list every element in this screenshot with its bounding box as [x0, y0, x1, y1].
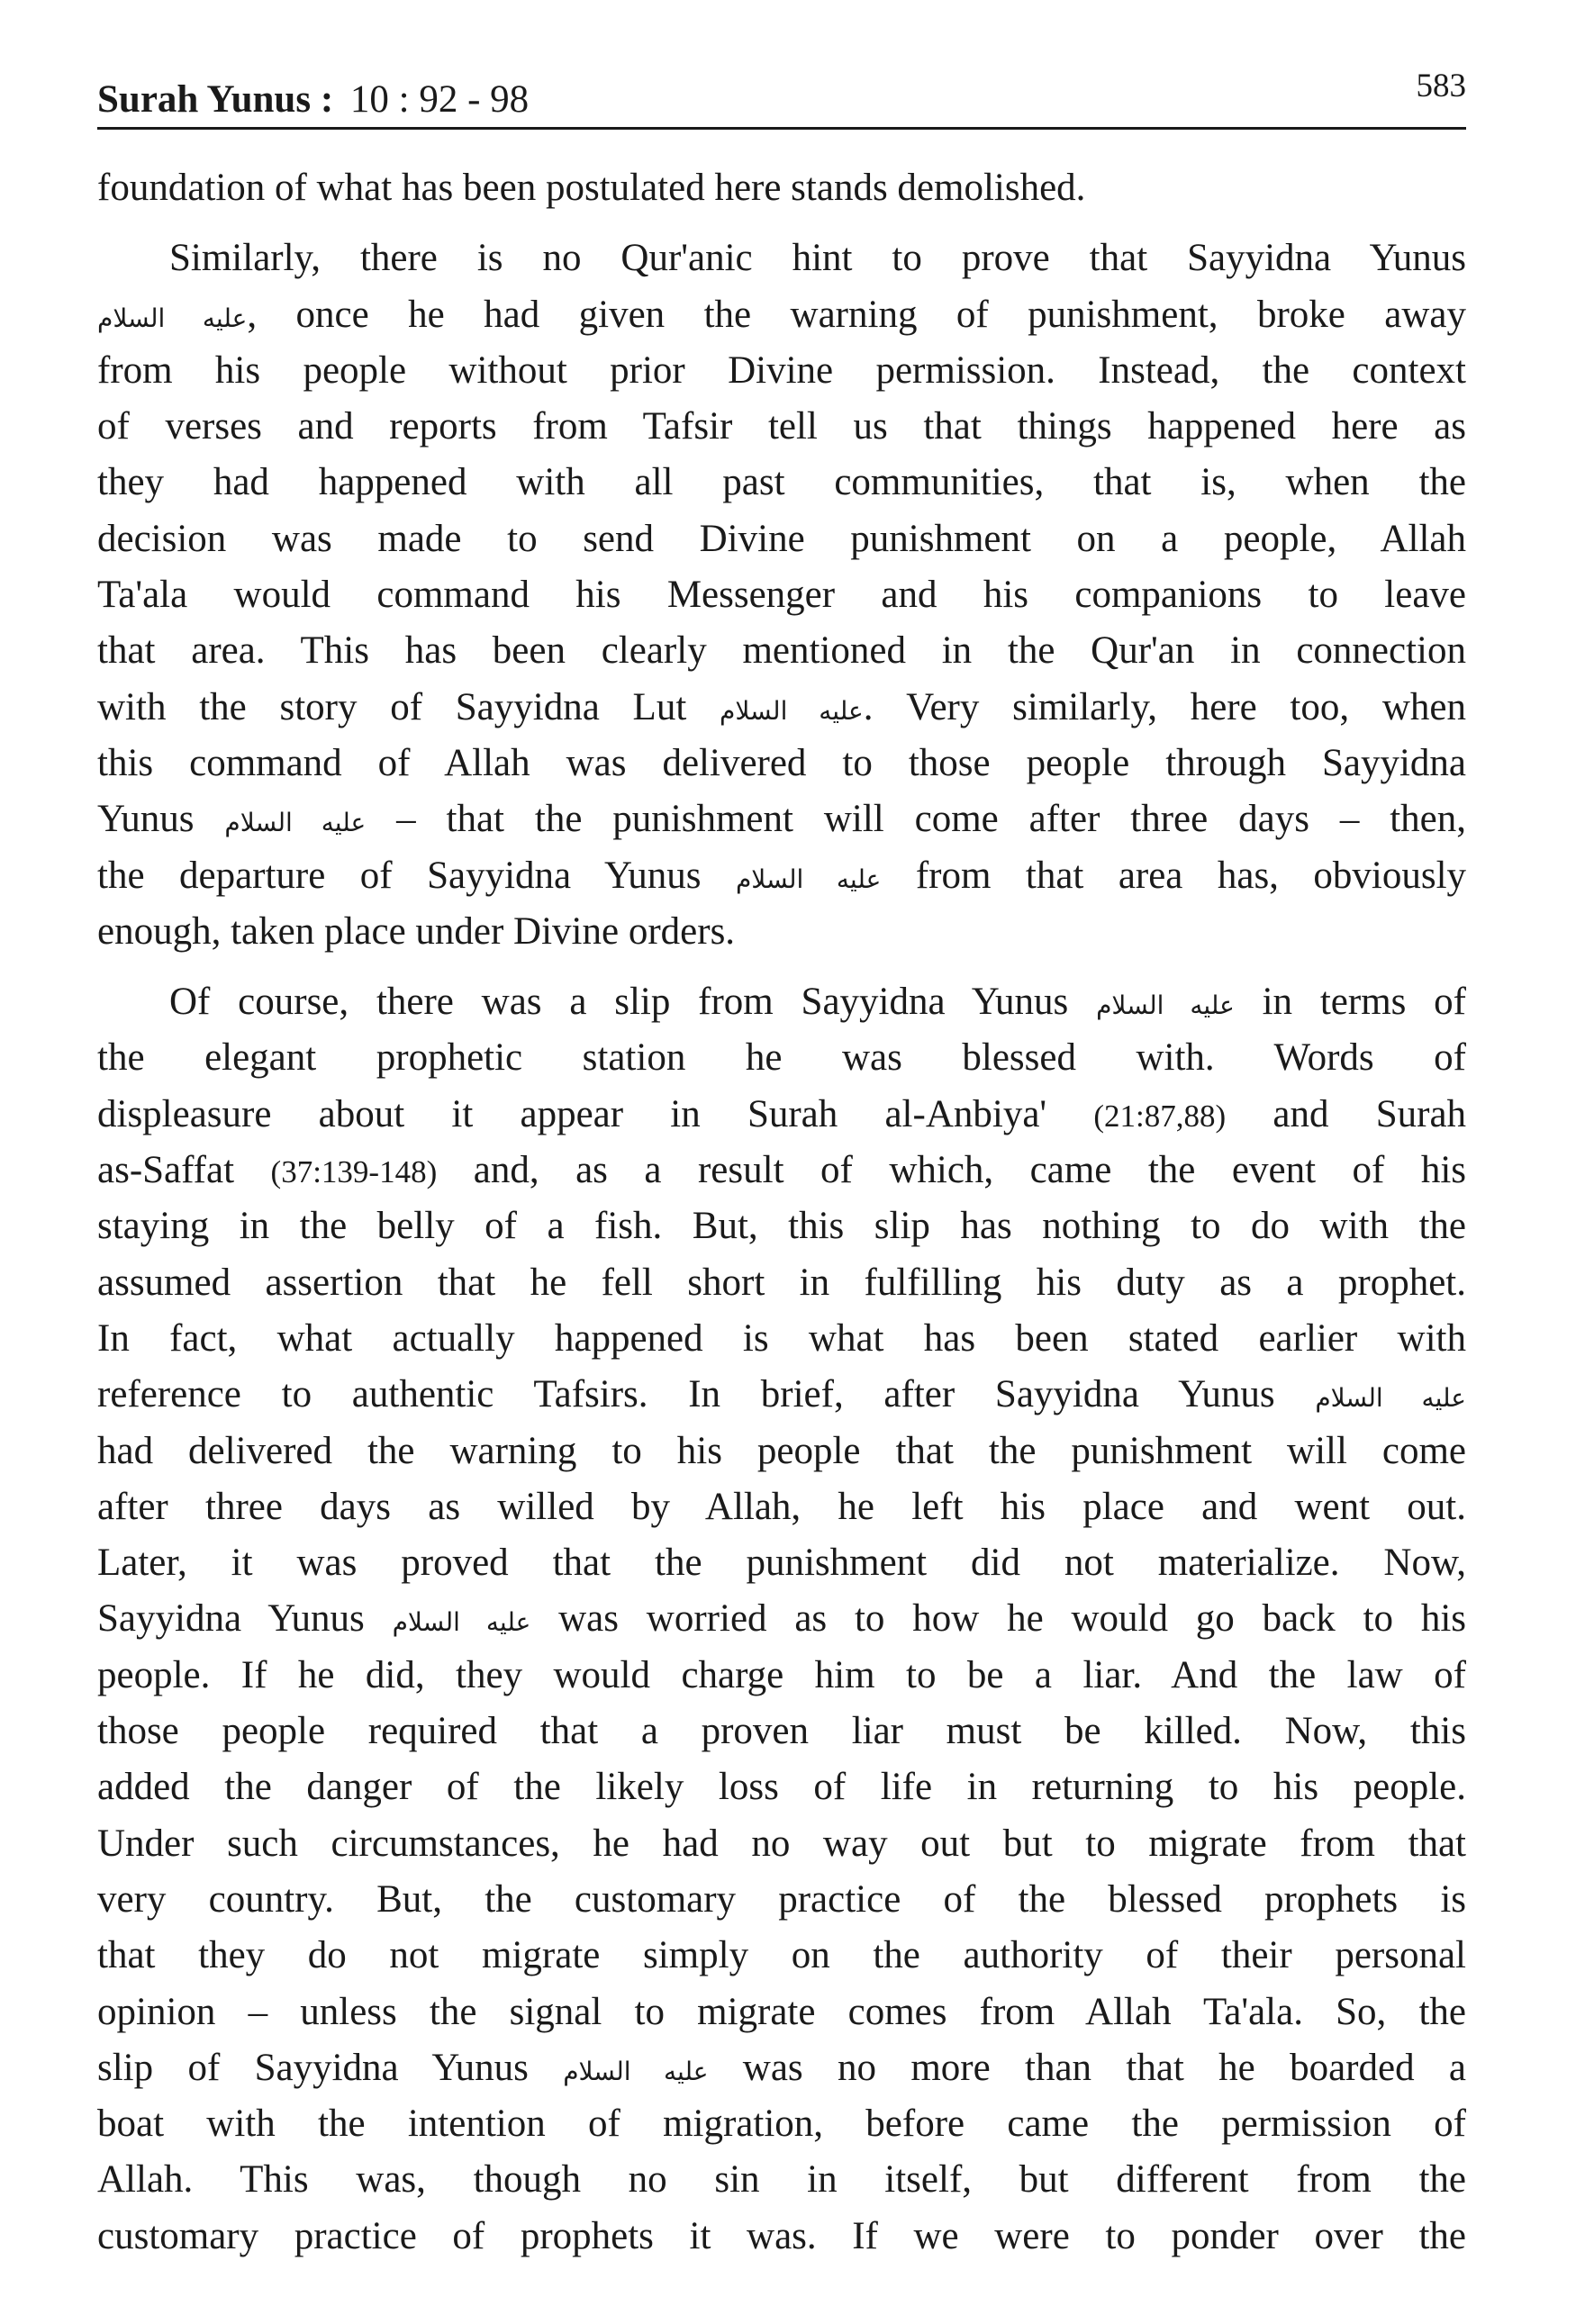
text-line: Ta'ala would command his Messenger and his companions to leave [97, 574, 1466, 617]
arabic-honorific: عليه السلام [97, 303, 248, 333]
surah-name: Surah Yunus : [97, 78, 334, 121]
verse-reference: 10 : 92 - 98 [349, 78, 530, 121]
text-segment: . Very similarly, here too, when [863, 685, 1467, 728]
text-segment: , once he had given the warning of punishment, broke away [247, 293, 1466, 336]
text-line: after three days as willed by Allah, he left his place and went out. [97, 1485, 1466, 1528]
text-line [97, 974, 1466, 1030]
text-line: people. If he did, they would charge him to be a liar. And the law of [97, 1653, 1466, 1696]
text-line: they had happened with all past communities, that is, when the [97, 461, 1466, 504]
text-line: Later, it was proved that the punishment did not materialize. Now, [97, 1542, 1466, 1585]
text-segment: in terms of [1262, 981, 1466, 1024]
text-line: customary practice of prophets it was. If we were to ponder over the [97, 2214, 1466, 2257]
text-line: decision was made to send Divine punishment on a people, Allah [97, 517, 1466, 560]
text-line [97, 1367, 1466, 1423]
text-line [97, 287, 1466, 343]
arabic-honorific: عليه السلام [1096, 990, 1235, 1021]
text-segment: Of course, there was a slip from Sayyidna Yunus [169, 981, 1069, 1024]
text-line [97, 1591, 1466, 1647]
running-header [97, 63, 1466, 130]
text-segment: and, as a result of which, came the event of his [473, 1149, 1467, 1192]
text-line: that they do not migrate simply on the authority of their personal [97, 1934, 1466, 1977]
text-segment: was worried as to how he would go back to his [558, 1597, 1466, 1641]
text-line: boat with the intention of migration, before came the permission of [97, 2102, 1466, 2146]
text-line: added the danger of the likely loss of life in returning to his people. [97, 1766, 1466, 1809]
text-segment: – that the punishment will come after three days – then, [396, 798, 1466, 841]
text-segment: and Surah [1273, 1092, 1467, 1135]
arabic-honorific: عليه السلام [563, 2056, 709, 2086]
text-segment: the departure of Sayyidna Yunus [97, 854, 702, 897]
arabic-honorific: عليه السلام [224, 808, 367, 838]
verse-citation: (21:87,88) [1093, 1098, 1227, 1134]
body-text [97, 160, 1466, 2265]
text-line: had delivered the warning to his people that the punishment will come [97, 1429, 1466, 1472]
text-line [97, 791, 1466, 847]
text-segment: reference to authentic Tafsirs. In brief, after Sayyidna Yunus [97, 1373, 1275, 1416]
arabic-honorific: عليه السلام [392, 1607, 531, 1638]
text-segment: as-Saffat [97, 1149, 235, 1192]
text-line: In fact, what actually happened is what has been stated earlier with [97, 1316, 1466, 1360]
text-line: from his people without prior Divine permission. Instead, the context [97, 348, 1466, 392]
page-number: 583 [1416, 68, 1466, 104]
verse-citation: (37:139-148) [270, 1154, 438, 1190]
text-line [97, 848, 1466, 904]
text-line: this command of Allah was delivered to those people through Sayyidna [97, 741, 1466, 784]
text-line [97, 1087, 1466, 1143]
text-line: Under such circumstances, he had no way out but to migrate from that [97, 1822, 1466, 1865]
arabic-honorific: عليه السلام [720, 695, 864, 726]
text-line: of verses and reports from Tafsir tell us that things happened here as [97, 405, 1466, 448]
header-title [97, 80, 529, 119]
paragraph-gap [97, 960, 1466, 974]
text-line: staying in the belly of a fish. But, this slip has nothing to do with the [97, 1205, 1466, 1248]
text-line: opinion – unless the signal to migrate comes from Allah Ta'ala. So, the [97, 1990, 1466, 2033]
text-segment: displeasure about it appear in Surah al-Anbiya' [97, 1092, 1047, 1135]
text-line: that area. This has been clearly mentioned in the Qur'an in connection [97, 629, 1466, 673]
text-line [97, 680, 1466, 736]
text-line: the elegant prophetic station he was blessed with. Words of [97, 1036, 1466, 1080]
text-line: assumed assertion that he fell short in fulfilling his duty as a prophet. [97, 1261, 1466, 1304]
text-segment: slip of Sayyidna Yunus [97, 2046, 529, 2089]
text-segment: Yunus [97, 798, 195, 841]
text-segment: with the story of Sayyidna Lut [97, 685, 687, 728]
arabic-honorific: عليه السلام [735, 864, 882, 894]
text-line: foundation of what has been postulated here stands demolished. [97, 167, 1086, 209]
text-line: enough, taken place under Divine orders. [97, 909, 736, 953]
text-segment: was no more than that he boarded a [742, 2046, 1466, 2089]
text-segment: Sayyidna Yunus [97, 1597, 365, 1641]
header-rule [97, 127, 1466, 130]
text-line [97, 1143, 1466, 1198]
text-line: those people required that a proven liar must be killed. Now, this [97, 1710, 1466, 1753]
text-line: Similarly, there is no Qur'anic hint to prove that Sayyidna Yunus [169, 237, 1466, 280]
text-line [97, 2040, 1466, 2096]
text-line: Allah. This was, though no sin in itself, but different from the [97, 2158, 1466, 2202]
arabic-honorific: عليه السلام [1315, 1383, 1466, 1414]
text-line: very country. But, the customary practice of the blessed prophets is [97, 1877, 1466, 1921]
paragraph-gap [97, 216, 1466, 231]
text-segment: from that area has, obviously [915, 854, 1467, 897]
